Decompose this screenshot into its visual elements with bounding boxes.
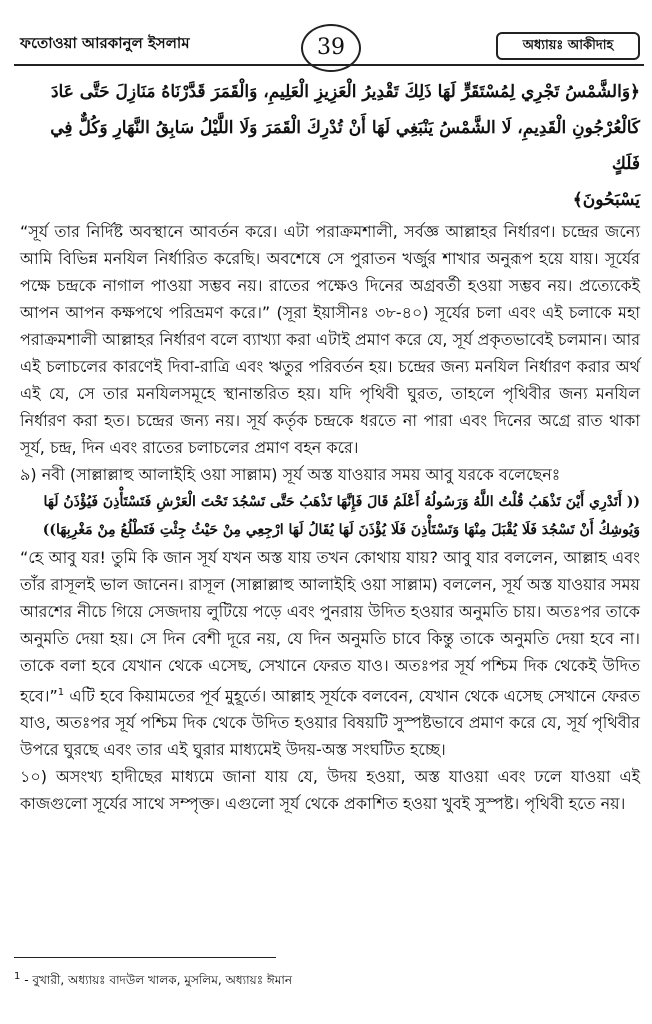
footnote-divider: [14, 957, 276, 958]
hadith-line: (( أَتَدْرِي أَيْنَ تَذْهَبُ قُلْتُ اللَّهُ وَرَسُولُهُ أَعْلَمُ قَالَ فَإِنَّهَا تَذْهَبُ حَتَّى تَسْجُدَ تَحْتَ الْعَرْشِ فَتَسْتَأْذِنَ فَيُؤْذَنُ لَهَا: [43, 494, 640, 510]
page-header: [0, 0, 652, 70]
page-number: 39: [301, 24, 361, 72]
chapter-label: অধ্যায়ঃ আকীদাহ: [496, 32, 640, 60]
page-body: [20, 74, 640, 817]
footnote-text: - বুখারী, অধ্যায়ঃ বাদউল খালক, মুসলিম, অধ্যায়ঃ ঈমান: [20, 973, 293, 987]
footnote: [14, 971, 292, 992]
quran-verse-line: يَسْبَحُونَ﴾: [572, 190, 640, 210]
hadith-explanation-text: এটি হবে কিয়ামতের পূর্ব মুহূর্তে। আল্লাহ সূর্যকে বলবেন, যেখান থেকে এসেছ সেখানে ফেরত যাও, অতঃপর সূর্য পশ্চিম দিক থেকে উদিত হওয়ার বিষয়টি সুস্পষ্টভাবে প্রমাণ করে যে, সূর্য পৃথিবীর উপরে ঘুরছে এবং তার এই ঘুরার মাধ্যমেই উদয়-অস্ত সংঘটিত হচ্ছে।: [20, 686, 640, 760]
footnote-reference[interactable]: 1: [57, 687, 65, 698]
paragraph-hadith-translation: [20, 544, 640, 763]
footnote-marker: 1: [14, 971, 21, 982]
hadith-line: وَيُوشِكُ أَنْ تَسْجُدَ فَلَا يُقْبَلَ مِنْهَا وَتَسْتَأْذِنَ فَلَا يُؤْذَنَ لَهَا يُقَالُ لَهَا ارْجِعِي مِنْ حَيْثُ جِئْتِ فَتَطْلُعُ مِنْ مَغْرِبِهَا)): [42, 522, 640, 538]
hadith-translation-text: “হে আবু যর! তুমি কি জান সূর্য যখন অস্ত যায় তখন কোথায় যায়? আবু যার বললেন, আল্লাহ এবং তাঁর রাসূলই ভাল জানেন। রাসূল (সাল্লাল্লাহু আলাইহি ওয়া সাল্লাম) বললেন, সূর্য অস্ত যাওয়ার সময় আরশের নীচে গিয়ে সেজদায় লুটিয়ে পড়ে এবং পুনরায় উদিত হওয়ার অনুমতি চায়। অতঃপর তাকে অনুমতি দেয়া হয়। সে দিন বেশী দূরে নয়, যে দিন অনুমতি চাবে কিন্তু তাকে অনুমতি দেয়া হবে না। তাকে বলা হবে যেখান থেকে এসেছ, সেখানে ফেরত যাও। অতঃপর সূর্য পশ্চিম দিক থেকেই উদিত হবে।”: [20, 548, 640, 706]
paragraph-surah-yasin: “সূর্য তার নির্দিষ্ট অবস্থানে আবর্তন করে। এটা পরাক্রমশালী, সর্বজ্ঞ আল্লাহর নির্ধারণ। চন্দ্রের জন্যে আমি বিভিন্ন মনযিল নির্ধারিত করেছি। অবশেষে সে পুরাতন খর্জুর শাখার অনুরূপ হয়ে যায়। সূর্যের পক্ষে চন্দ্রকে নাগাল পাওয়া সম্ভব নয়। রাতের পক্ষেও দিনের অগ্রবর্তী হওয়া সম্ভব নয়। প্রত্যেকেই আপন আপন কক্ষপথে পরিভ্রমণ করে।” (সূরা ইয়াসীনঃ ৩৮-৪০) সূর্যের চলা এবং এই চলাকে মহা পরাক্রমশালী আল্লাহর নির্ধারণ বলে ব্যাখ্যা করা এটাই প্রমাণ করে যে, সূর্য প্রকৃতভাবেই চলমান। আর এই চলাচলের কারণেই দিবা-রাত্রি এবং ঋতুর পরিবর্তন হয়। চন্দ্রের জন্য মনযিল নির্ধারণ করার অর্থ এই যে, সে তার মনযিলসমূহে স্থানান্তরিত হয়। যদি পৃথিবী ঘুরত, তাহলে পৃথিবীর জন্য মনযিল নির্ধারণ করা হত। চন্দ্রের জন্য নয়। সূর্য কর্তৃক চন্দ্রকে ধরতে না পারা এবং দিনের অগ্রে রাত থাকা সূর্য, চন্দ্র, দিন এবং রাতের চলাচলের প্রমাণ বহন করে।: [20, 222, 640, 457]
book-title: ফতোওয়া আরকানুল ইসলাম: [20, 34, 190, 52]
paragraph-point-10: ১০) অসংখ্য হাদীছের মাধ্যমে জানা যায় যে, উদয় হওয়া, অস্ত যাওয়া এবং ঢলে যাওয়া এই কাজগুলো সূর্যের সাথে সম্পৃক্ত। এগুলো সূর্য থেকে প্রকাশিত হওয়া খুবই সুস্পষ্ট। পৃথিবী হতে নয়।: [20, 767, 640, 814]
paragraph-point-9: ৯) নবী (সাল্লাল্লাহু আলাইহি ওয়া সাল্লাম) সূর্য অস্ত যাওয়ার সময় আবু যরকে বলেছেনঃ: [20, 465, 561, 484]
header-divider: [14, 64, 644, 66]
quran-verse-line: ﴿وَالشَّمْسُ تَجْرِي لِمُسْتَقَرٍّ لَهَا ذَلِكَ تَقْدِيرُ الْعَزِيزِ الْعَلِيمِ، وَالْقَمَرَ قَدَّرْنَاهُ مَنَازِلَ حَتَّى عَادَ: [50, 82, 640, 102]
quran-verse-line: كَالْعُرْجُونِ الْقَدِيمِ، لَا الشَّمْسُ يَنْبَغِي لَهَا أَنْ تُدْرِكَ الْقَمَرَ وَلَا اللَّيْلُ سَابِقُ النَّهَارِ وَكُلٌّ فِي فَلَكٍ: [50, 118, 640, 174]
